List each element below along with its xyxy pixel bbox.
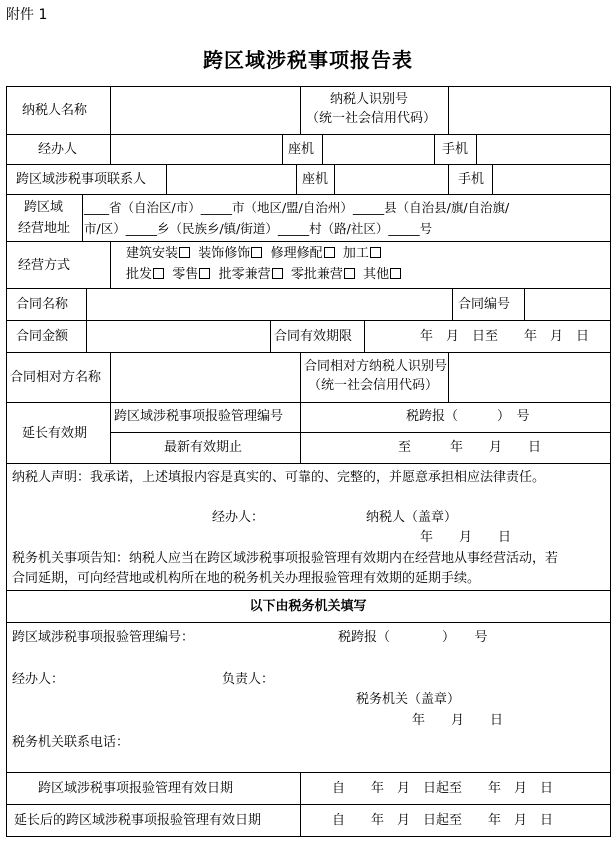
tax-report-no: 税跨报（ ） 号 bbox=[406, 409, 530, 424]
checkbox[interactable] bbox=[199, 268, 210, 279]
tax-authority-seal: 税务机关（盖章） bbox=[356, 692, 461, 707]
valid-period-dates: 自 年 月 日起至 年 月 日 bbox=[332, 781, 554, 796]
mobile-label: 手机 bbox=[442, 142, 469, 157]
handler-label: 经办人 bbox=[38, 142, 78, 157]
declaration-taxpayer-seal: 纳税人（盖章） bbox=[366, 510, 458, 525]
checkbox[interactable] bbox=[251, 247, 262, 258]
mode-option: 零批兼营 bbox=[290, 267, 343, 282]
mobile-label-2: 手机 bbox=[458, 172, 485, 187]
checkbox[interactable] bbox=[272, 268, 283, 279]
mode-option: 加工 bbox=[342, 246, 369, 261]
contact-label: 跨区域涉税事项联系人 bbox=[16, 172, 147, 187]
address-label: 跨区域 bbox=[24, 200, 64, 215]
taxpayer-declaration: 纳税人声明：我承诺，上述填报内容是真实的、可靠的、完整的，并愿意承担相应法律责任。 bbox=[12, 470, 546, 485]
mode-option: 建筑安装 bbox=[126, 246, 179, 261]
counterparty-name-label: 合同相对方名称 bbox=[10, 370, 102, 385]
extend-validity-label: 延长有效期 bbox=[22, 426, 88, 441]
extended-period-dates: 自 年 月 日起至 年 月 日 bbox=[332, 813, 554, 828]
tax-mgmt-no-label: 跨区域涉税事项报验管理编号： bbox=[12, 630, 195, 645]
tax-notice-line-2: 合同延期，可向经营地或机构所在地的税务机关办理报验管理有效期的延期手续。 bbox=[12, 571, 481, 586]
tax-notice-line-1: 税务机关事项告知：纳税人应当在跨区域涉税事项报验管理有效期内在经营地从事经营活动，若 bbox=[12, 551, 559, 566]
tax-report-no-2: 税跨报（ ） 号 bbox=[338, 630, 488, 645]
contract-validity-label: 合同有效期限 bbox=[274, 329, 353, 344]
taxpayer-id-sub-label: （统一社会信用代码） bbox=[306, 111, 437, 126]
latest-validity-label: 最新有效期止 bbox=[164, 440, 243, 455]
checkbox[interactable] bbox=[390, 268, 401, 279]
landline-label: 座机 bbox=[288, 142, 315, 157]
checkbox[interactable] bbox=[153, 268, 164, 279]
mode-options-row-1 bbox=[126, 246, 381, 261]
mode-option: 装饰修饰 bbox=[198, 246, 251, 261]
attachment-label: 附件 1 bbox=[6, 7, 48, 23]
contract-amount-label: 合同金额 bbox=[16, 329, 69, 344]
checkbox[interactable] bbox=[344, 268, 355, 279]
tax-authority-date: 年 月 日 bbox=[412, 713, 504, 728]
counterparty-id-label: 合同相对方纳税人识别号 bbox=[304, 359, 448, 374]
form-title: 跨区域涉税事项报告表 bbox=[203, 48, 413, 72]
mode-option: 修理修配 bbox=[270, 246, 323, 261]
mode-option: 批发 bbox=[126, 267, 153, 282]
valid-period-label: 跨区域涉税事项报验管理有效日期 bbox=[38, 781, 234, 796]
checkbox[interactable] bbox=[324, 247, 335, 258]
declaration-date: 年 月 日 bbox=[420, 530, 512, 545]
checkbox[interactable] bbox=[370, 247, 381, 258]
contract-name-label: 合同名称 bbox=[16, 297, 69, 312]
contract-no-label: 合同编号 bbox=[458, 297, 511, 312]
landline-label-2: 座机 bbox=[302, 172, 329, 187]
mode-option: 零售 bbox=[172, 267, 199, 282]
checkbox[interactable] bbox=[179, 247, 190, 258]
declaration-handler: 经办人： bbox=[212, 510, 265, 525]
mode-options-row-2 bbox=[126, 267, 401, 282]
taxpayer-name-label: 纳税人名称 bbox=[22, 103, 88, 118]
mode-option: 其他 bbox=[363, 267, 390, 282]
latest-validity-dates: 至 年 月 日 bbox=[398, 440, 542, 455]
extend-mgmt-no-label: 跨区域涉税事项报验管理编号 bbox=[114, 409, 284, 424]
tax-phone-label: 税务机关联系电话： bbox=[12, 735, 130, 750]
mode-option: 批零兼营 bbox=[218, 267, 271, 282]
tax-section-header: 以下由税务机关填写 bbox=[249, 599, 367, 614]
taxpayer-id-label: 纳税人识别号 bbox=[330, 92, 409, 107]
address-line-2: 市/区）_____乡（民族乡/镇/街道）_____村（路/社区）_____号 bbox=[84, 221, 433, 236]
counterparty-id-sub-label: （统一社会信用代码） bbox=[308, 378, 439, 393]
address-line-1: ____省（自治区/市）_____市（地区/盟/自治州）_____县（自治县/旗/自治旗/ bbox=[84, 200, 510, 215]
business-mode-label: 经营方式 bbox=[18, 258, 71, 273]
tax-handler-label: 经办人： bbox=[12, 672, 65, 687]
address-label-2: 经营地址 bbox=[18, 221, 71, 236]
extended-period-label: 延长后的跨区域涉税事项报验管理有效日期 bbox=[14, 813, 262, 828]
form-table bbox=[6, 86, 611, 837]
contract-dates: 年 月 日至 年 月 日 bbox=[420, 329, 590, 344]
tax-responsible-label: 负责人： bbox=[222, 672, 275, 687]
